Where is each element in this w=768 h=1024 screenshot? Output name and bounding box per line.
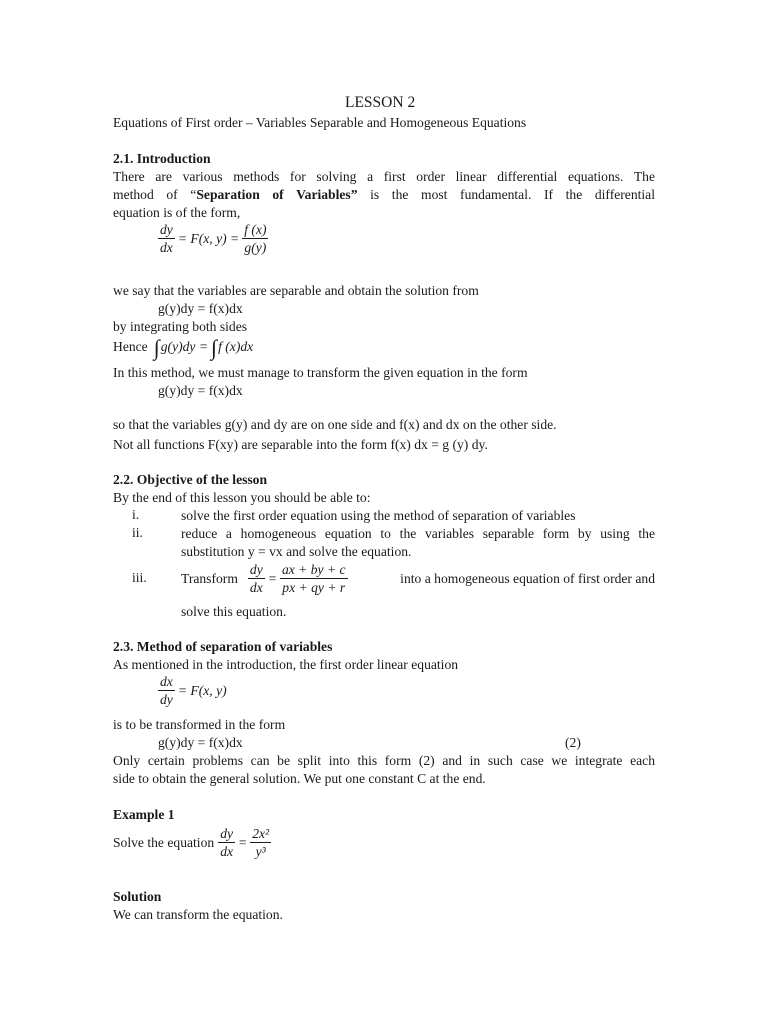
integral-sign-icon: ∫: [153, 335, 160, 360]
fraction-denominator: dx: [220, 844, 234, 859]
intro-paragraph-line-3: equation is of the form,: [113, 205, 241, 220]
section-heading-2-1: 2.1. Introduction: [113, 151, 211, 166]
fraction-numerator: 2x²: [252, 826, 270, 841]
objective-text-3-line-2: solve this equation.: [181, 604, 287, 619]
objective-text-2-line-1: reduce a homogeneous equation to the variables separable form by using the: [181, 526, 655, 541]
solution-heading: Solution: [113, 889, 162, 904]
separation-of-variables-bold: Separation of Variables”: [196, 187, 358, 202]
fraction-denominator: px + qy + r: [282, 580, 346, 595]
method-paragraph-2: is to be transformed in the form: [113, 717, 286, 732]
equation-integral: [113, 336, 253, 358]
equals-sign: =: [267, 570, 277, 586]
objective-text-2-line-2: substitution y = vx and solve the equation.: [181, 544, 412, 559]
example-intro: Solve the equation: [113, 834, 215, 850]
fraction-linear-ratio: [280, 561, 348, 596]
intro-paragraph-separable: we say that the variables are separable and obtain the solution from: [113, 283, 479, 298]
fraction-dy-dx: [158, 221, 175, 256]
intro-paragraph-integrating: by integrating both sides: [113, 319, 248, 334]
hence-label: Hence: [113, 339, 148, 354]
equation-dx-dy-form: [158, 673, 227, 708]
equals-sign: =: [238, 834, 248, 850]
transform-tail: into a homogeneous equation of first order and: [400, 570, 655, 586]
objective-number-3: iii.: [132, 570, 147, 585]
equation-dy-dx-form: [158, 221, 268, 256]
equation-number-2: (2): [565, 735, 581, 750]
method-paragraph-1: As mentioned in the introduction, the first order linear equation: [113, 657, 459, 672]
section-heading-2-3: 2.3. Method of separation of variables: [113, 639, 333, 654]
fraction-dx-dy: [158, 673, 175, 708]
lesson-title: LESSON 2: [345, 94, 416, 111]
method-paragraph-3-line-2: side to obtain the general solution. We put one constant C at the end.: [113, 771, 486, 786]
fraction-numerator: dx: [160, 674, 173, 689]
lesson-subtitle: Equations of First order – Variables Separable and Homogeneous Equations: [113, 115, 527, 130]
equation-gy-fx-2: g(y)dy = f(x)dx: [158, 383, 243, 398]
integral-right: f (x)dx: [218, 339, 254, 354]
fraction-numerator: dy: [220, 826, 234, 841]
fraction-numerator: dy: [160, 222, 173, 237]
intro-paragraph-sides: so that the variables g(y) and dy are on one side and f(x) and dx on the other side.: [113, 417, 557, 432]
fraction-denominator: g(y): [244, 240, 267, 255]
integral-sign-icon: ∫: [211, 335, 218, 360]
intro-text-a: method of “: [113, 187, 197, 202]
fraction-denominator: y³: [255, 844, 266, 859]
equation-gy-fx-1: g(y)dy = f(x)dx: [158, 301, 243, 316]
objective-number-2: ii.: [132, 525, 143, 540]
fraction-dy-dx: [248, 561, 265, 596]
intro-text-b: is the most fundamental. If the differential: [357, 187, 655, 202]
fraction-2x2-y3: [250, 825, 271, 860]
fraction-denominator: dx: [160, 240, 173, 255]
section-heading-2-2: 2.2. Objective of the lesson: [113, 472, 268, 487]
intro-paragraph-line-2: [113, 186, 655, 204]
fraction-fx-gy: [242, 221, 268, 256]
integral-left: g(y)dy =: [160, 339, 209, 354]
intro-paragraph-not-all: Not all functions F(xy) are separable into the form f(x) dx = g (y) dy.: [113, 437, 488, 452]
intro-paragraph-line-1: There are various methods for solving a first order linear differential equations. The: [113, 169, 655, 184]
fraction-denominator: dx: [249, 580, 263, 595]
objective-number-1: i.: [132, 507, 140, 522]
transform-label: Transform: [181, 570, 238, 586]
equation-rhs: = F(x, y): [177, 682, 227, 698]
fraction-numerator: f (x): [244, 222, 267, 237]
equation-middle: = F(x, y) =: [177, 230, 240, 246]
fraction-dy-dx: [218, 825, 235, 860]
fraction-denominator: dy: [160, 692, 173, 707]
objective-intro: By the end of this lesson you should be able to:: [113, 490, 371, 505]
solution-paragraph: We can transform the equation.: [113, 907, 283, 922]
fraction-numerator: dy: [249, 562, 263, 577]
fraction-numerator: ax + by + c: [281, 562, 346, 577]
example-equation: [113, 825, 271, 860]
objective-transform-line: [181, 561, 655, 596]
example-heading: Example 1: [113, 807, 175, 822]
objective-text-1: solve the first order equation using the method of separation of variables: [181, 508, 576, 523]
equation-gy-fx-3: g(y)dy = f(x)dx: [158, 735, 243, 750]
intro-paragraph-method: In this method, we must manage to transform the given equation in the form: [113, 365, 528, 380]
method-paragraph-3-line-1: Only certain problems can be split into this form (2) and in such case we integrate each: [113, 753, 655, 768]
transform-expression: [181, 561, 348, 596]
